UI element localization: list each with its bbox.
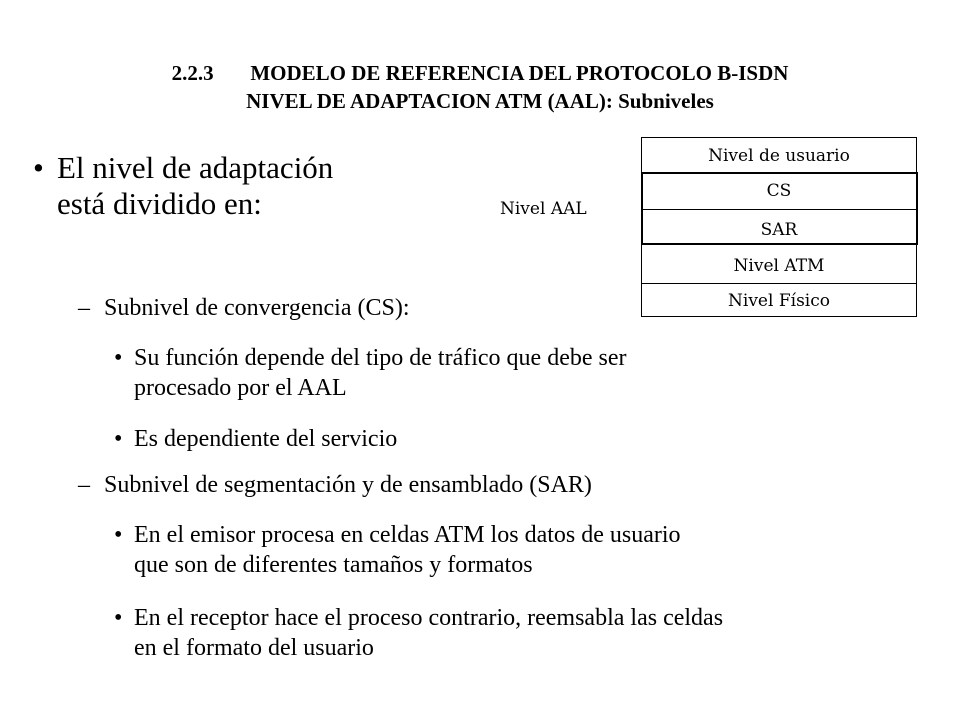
layer-cs: CS [641, 173, 917, 210]
list-item-line-1: En el receptor hace el proceso contrario, reemsabla las celdas [134, 605, 724, 631]
bullet-marker: • [114, 345, 123, 371]
list-item-text [134, 520, 681, 580]
aal-group-frame [641, 172, 918, 245]
layer-physical: Nivel Físico [641, 283, 917, 317]
main-bullet-line-2: está dividido en: [57, 186, 262, 221]
subsection-cs-label: Subnivel de convergencia (CS): [104, 295, 410, 321]
layer-user: Nivel de usuario [641, 137, 917, 174]
subsection-sar-label: Subnivel de segmentación y de ensamblado (SAR) [104, 472, 592, 498]
bullet-marker: • [114, 426, 123, 452]
dash-marker: – [78, 472, 90, 498]
list-item-line-2: en el formato del usuario [134, 635, 374, 661]
list-item-line-2: procesado por el AAL [134, 375, 347, 401]
list-item-text [134, 343, 627, 403]
layer-sar: SAR [641, 209, 917, 245]
slide-title-line-1: 2.2.3 MODELO DE REFERENCIA DEL PROTOCOLO B-ISDN [171, 61, 789, 85]
list-item-text [134, 603, 723, 663]
layer-atm: Nivel ATM [641, 244, 917, 284]
slide-title-line-2: NIVEL DE ADAPTACION ATM (AAL): Subniveles [246, 89, 714, 113]
list-item-line-2: que son de diferentes tamaños y formatos [134, 552, 533, 578]
bullet-marker: • [33, 150, 44, 185]
list-item-line-1: Es dependiente del servicio [134, 426, 398, 452]
list-item-line-1: Su función depende del tipo de tráfico que debe ser [134, 345, 627, 371]
dash-marker: – [78, 295, 90, 321]
bullet-marker: • [114, 522, 123, 548]
main-bullet-text [57, 150, 437, 222]
aal-group-label: Nivel AAL [500, 199, 587, 219]
main-bullet-line-1: El nivel de adaptación [57, 150, 334, 185]
bullet-marker: • [114, 605, 123, 631]
list-item-text [134, 424, 397, 454]
list-item-line-1: En el emisor procesa en celdas ATM los datos de usuario [134, 522, 681, 548]
